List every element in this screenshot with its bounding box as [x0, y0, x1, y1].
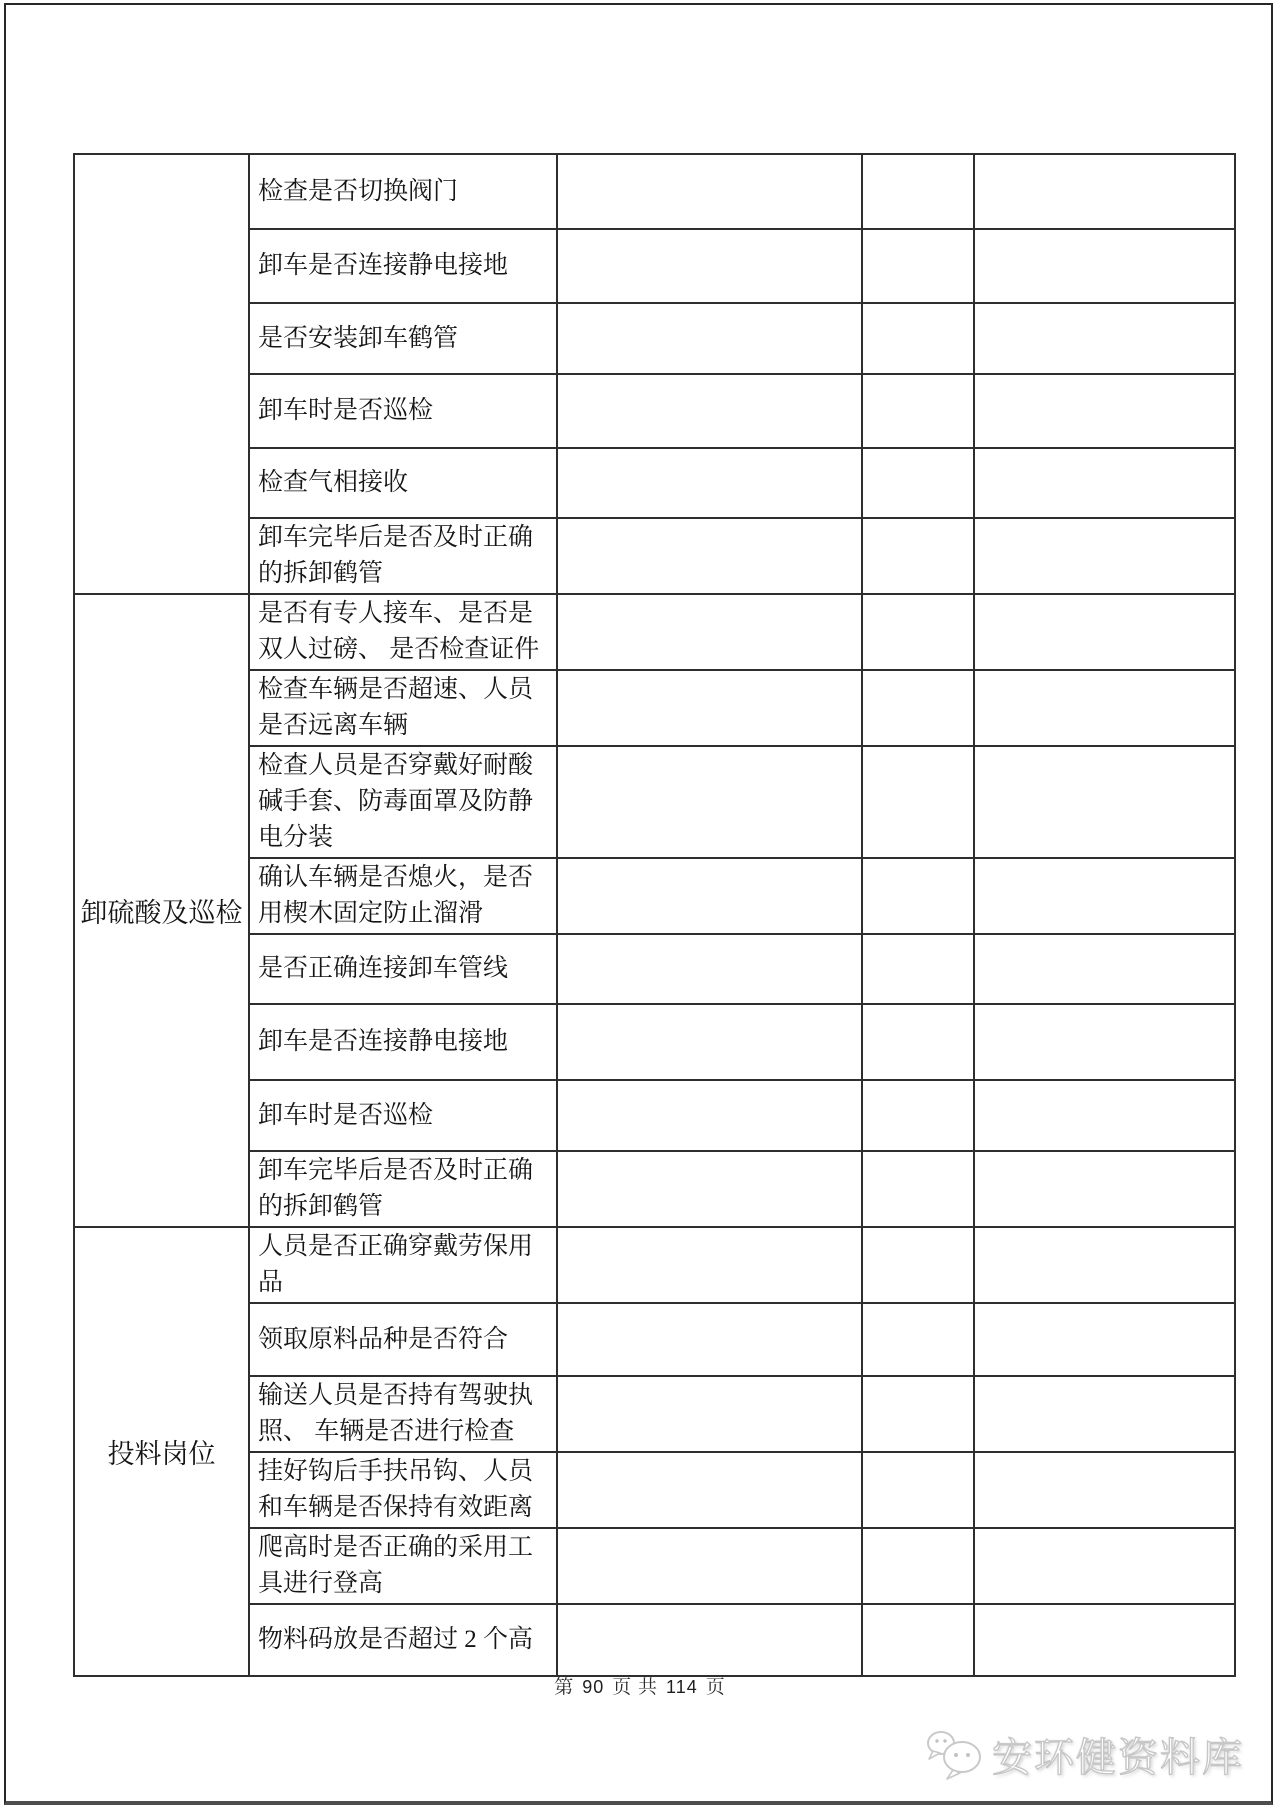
empty-record-cell [557, 1604, 862, 1676]
checklist-item-cell: 挂好钩后手扶吊钩、人员和车辆是否保持有效距离 [249, 1452, 557, 1528]
empty-record-cell [557, 229, 862, 303]
table-row [74, 154, 1235, 229]
empty-remark-cell [974, 1376, 1235, 1452]
empty-remark-cell [974, 374, 1235, 448]
empty-status-cell [862, 448, 974, 518]
table-row [74, 594, 1235, 670]
table-row [74, 934, 1235, 1004]
empty-record-cell [557, 746, 862, 858]
page-footer [0, 1672, 1280, 1699]
empty-remark-cell [974, 1227, 1235, 1303]
table-row [74, 448, 1235, 518]
empty-record-cell [557, 858, 862, 934]
empty-remark-cell [974, 1452, 1235, 1528]
empty-remark-cell [974, 858, 1235, 934]
empty-status-cell [862, 154, 974, 229]
empty-status-cell [862, 1227, 974, 1303]
category-cell [74, 154, 249, 594]
watermark-text: 安环健资料库 [992, 1736, 1244, 1780]
table-row [74, 1528, 1235, 1604]
empty-status-cell [862, 746, 974, 858]
empty-status-cell [862, 1604, 974, 1676]
checklist-item-cell: 检查是否切换阀门 [249, 154, 557, 229]
checklist-item-cell: 确认车辆是否熄火，是否用楔木固定防止溜滑 [249, 858, 557, 934]
empty-record-cell [557, 934, 862, 1004]
empty-status-cell [862, 858, 974, 934]
checklist-item-cell: 卸车是否连接静电接地 [249, 1004, 557, 1080]
empty-remark-cell [974, 1151, 1235, 1227]
empty-record-cell [557, 1528, 862, 1604]
checklist-table [73, 153, 1236, 1677]
checklist-item-cell: 输送人员是否持有驾驶执照、 车辆是否进行检查 [249, 1376, 557, 1452]
empty-record-cell [557, 374, 862, 448]
empty-status-cell [862, 229, 974, 303]
table-row [74, 670, 1235, 746]
empty-record-cell [557, 303, 862, 374]
empty-remark-cell [974, 1080, 1235, 1151]
checklist-item-cell: 卸车是否连接静电接地 [249, 229, 557, 303]
empty-remark-cell [974, 1303, 1235, 1376]
empty-record-cell [557, 594, 862, 670]
checklist-item-cell: 爬高时是否正确的采用工具进行登高 [249, 1528, 557, 1604]
table-row [74, 1376, 1235, 1452]
empty-status-cell [862, 303, 974, 374]
table-row [74, 229, 1235, 303]
empty-record-cell [557, 1227, 862, 1303]
empty-record-cell [557, 1303, 862, 1376]
category-cell: 投料岗位 [74, 1227, 249, 1676]
table-row [74, 1227, 1235, 1303]
checklist-item-cell: 卸车时是否巡检 [249, 1080, 557, 1151]
empty-record-cell [557, 670, 862, 746]
empty-status-cell [862, 1080, 974, 1151]
empty-status-cell [862, 1376, 974, 1452]
empty-record-cell [557, 448, 862, 518]
category-cell: 卸硫酸及巡检 [74, 594, 249, 1227]
empty-remark-cell [974, 154, 1235, 229]
footer-total-pages: 114 [666, 1677, 698, 1697]
footer-page-number: 90 [582, 1677, 605, 1697]
empty-remark-cell [974, 303, 1235, 374]
empty-status-cell [862, 1303, 974, 1376]
empty-remark-cell [974, 1528, 1235, 1604]
footer-label-ye-gong: 页 共 [612, 1677, 659, 1698]
empty-status-cell [862, 1004, 974, 1080]
checklist-item-cell: 是否安装卸车鹤管 [249, 303, 557, 374]
empty-remark-cell [974, 1604, 1235, 1676]
table-row [74, 1151, 1235, 1227]
table-row [74, 518, 1235, 594]
empty-remark-cell [974, 1004, 1235, 1080]
table-row [74, 1452, 1235, 1528]
footer-label-di: 第 [554, 1677, 575, 1698]
table-row [74, 858, 1235, 934]
checklist-item-cell: 卸车时是否巡检 [249, 374, 557, 448]
empty-status-cell [862, 374, 974, 448]
checklist-item-cell: 检查车辆是否超速、人员是否远离车辆 [249, 670, 557, 746]
empty-status-cell [862, 934, 974, 1004]
table-row [74, 303, 1235, 374]
empty-remark-cell [974, 934, 1235, 1004]
checklist-item-cell: 是否正确连接卸车管线 [249, 934, 557, 1004]
empty-record-cell [557, 154, 862, 229]
footer-label-ye: 页 [705, 1677, 726, 1698]
empty-status-cell [862, 1452, 974, 1528]
table-row [74, 1080, 1235, 1151]
checklist-item-cell: 检查气相接收 [249, 448, 557, 518]
empty-record-cell [557, 1080, 862, 1151]
table-row [74, 1004, 1235, 1080]
checklist-item-cell: 领取原料品种是否符合 [249, 1303, 557, 1376]
empty-status-cell [862, 1151, 974, 1227]
checklist-item-cell: 物料码放是否超过 2 个高 [249, 1604, 557, 1676]
empty-record-cell [557, 1376, 862, 1452]
empty-status-cell [862, 594, 974, 670]
empty-remark-cell [974, 518, 1235, 594]
empty-status-cell [862, 670, 974, 746]
table-row [74, 1604, 1235, 1676]
empty-record-cell [557, 1151, 862, 1227]
empty-remark-cell [974, 670, 1235, 746]
empty-record-cell [557, 1004, 862, 1080]
empty-remark-cell [974, 448, 1235, 518]
table-row [74, 374, 1235, 448]
checklist-item-cell: 人员是否正确穿戴劳保用品 [249, 1227, 557, 1303]
checklist-item-cell: 是否有专人接车、是否是双人过磅、 是否检查证件 [249, 594, 557, 670]
checklist-item-cell: 卸车完毕后是否及时正确的拆卸鹤管 [249, 1151, 557, 1227]
table-row [74, 746, 1235, 858]
empty-status-cell [862, 1528, 974, 1604]
checklist-item-cell: 卸车完毕后是否及时正确的拆卸鹤管 [249, 518, 557, 594]
empty-status-cell [862, 518, 974, 594]
empty-record-cell [557, 518, 862, 594]
empty-record-cell [557, 1452, 862, 1528]
table-row [74, 1303, 1235, 1376]
empty-remark-cell [974, 229, 1235, 303]
empty-remark-cell [974, 594, 1235, 670]
empty-remark-cell [974, 746, 1235, 858]
checklist-item-cell: 检查人员是否穿戴好耐酸碱手套、防毒面罩及防静电分装 [249, 746, 557, 858]
